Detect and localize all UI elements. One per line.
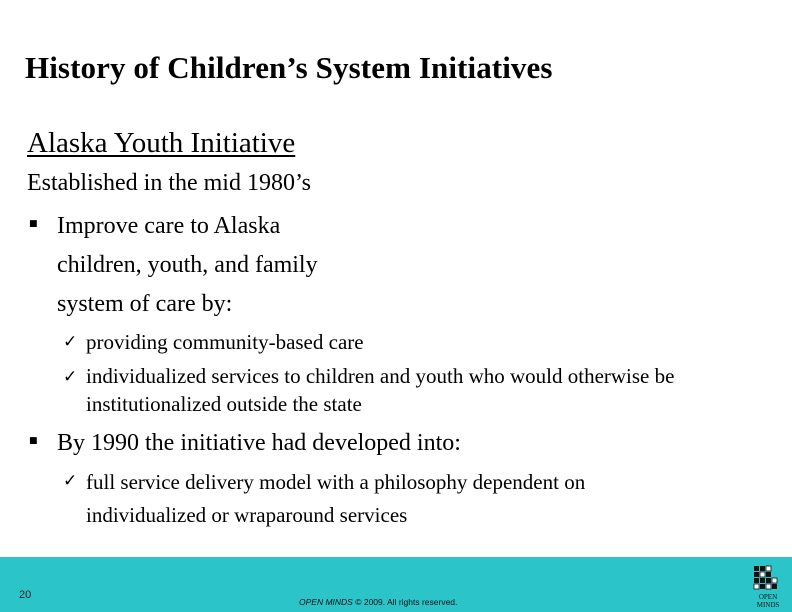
logo-text-top: OPEN [758,593,778,601]
check-line: individualized or wraparound services [86,503,408,527]
check-text [86,466,585,532]
square-bullet-icon: ■ [29,219,38,229]
check-text [86,327,364,358]
brand-name: OPEN MINDS [299,597,353,607]
copyright-text: © 2009. All rights reserved. [355,597,458,607]
section-subtitle: Alaska Youth Initiative [27,127,296,159]
open-minds-logo-icon [748,562,788,610]
page-number: 20 [19,589,32,601]
bullet-line: Improve care to Alaska [57,213,281,239]
lead-text: Established in the mid 1980’s [27,170,311,196]
bullet-text [57,207,318,324]
bullet-text [57,424,461,463]
check-line: institutionalized outside the state [86,392,362,416]
bullet-line: By 1990 the initiative had developed into: [57,430,461,456]
checkmark-icon: ✓ [63,367,78,387]
logo-text-bottom: MINDS [756,601,780,609]
check-line: full service delivery model with a philosophy dependent on [86,470,586,494]
checkmark-icon: ✓ [63,332,78,352]
slide-title: History of Children’s System Initiatives [25,50,553,85]
check-line: providing community-based care [86,330,364,354]
check-text [86,362,674,418]
bullet-line: system of care by: [57,291,233,317]
checkmark-icon: ✓ [63,471,78,491]
bullet-line: children, youth, and family [57,252,318,278]
check-line: individualized services to children and youth who would otherwise be [86,364,675,388]
copyright-notice [299,597,457,607]
square-bullet-icon: ■ [29,436,38,446]
